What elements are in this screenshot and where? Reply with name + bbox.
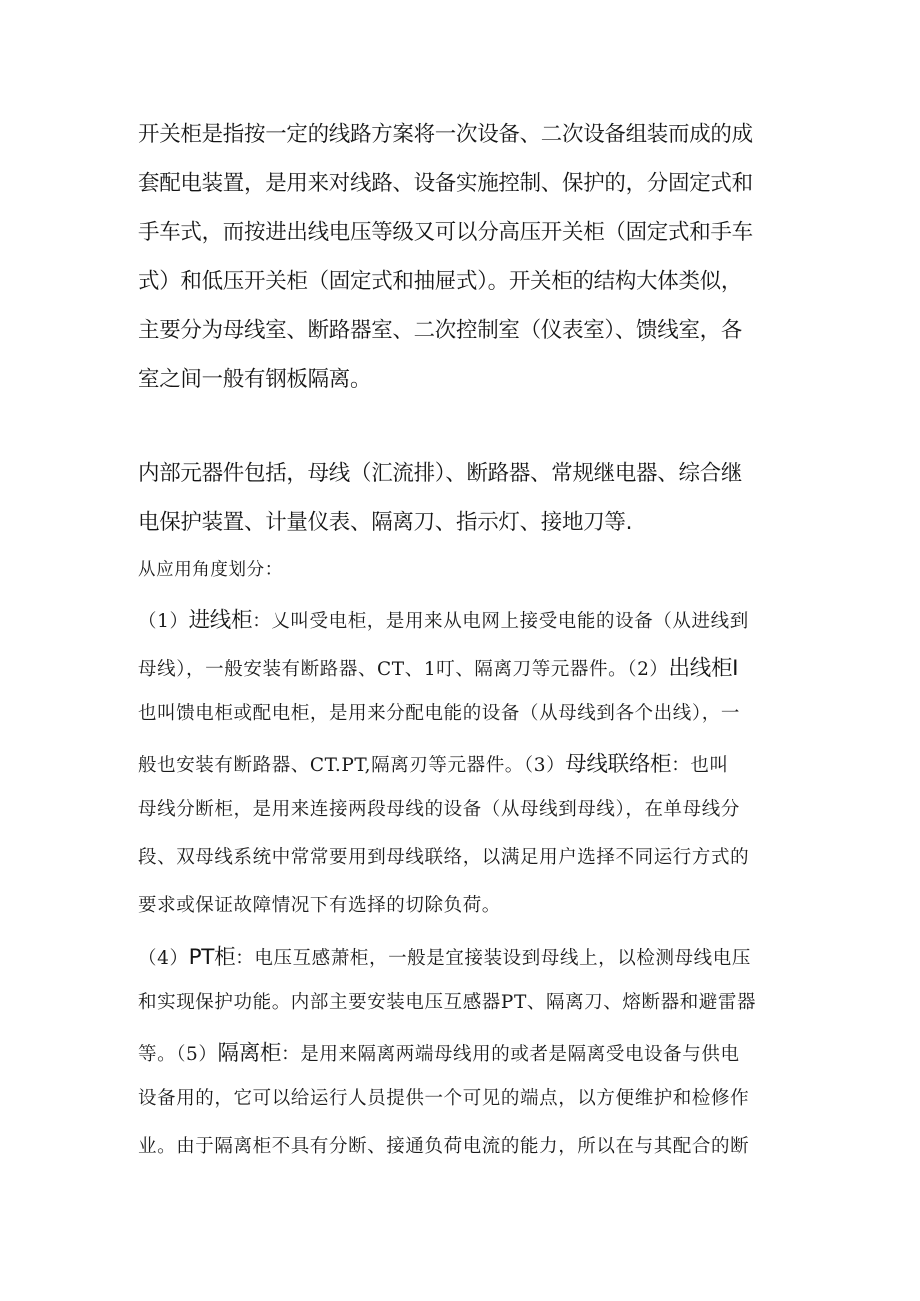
item1-rest: ：乂叫受电柜，是用来从电网上接受电能的设备（从进线到 [252, 611, 749, 632]
item4-name: PT柜 [188, 945, 236, 970]
item1-line2-text: 母线），一般安装有断路器、CT、1叮、隔离刀等元器件。（2） [138, 659, 669, 680]
item5-rest: ：是用来隔离两端母线用的或者是隔离受电设备与供电 [281, 1044, 740, 1065]
item2-line4-text: 般也安装有断路器、CT.PT,隔离刃等元器件。（3） [138, 755, 566, 776]
item1-line-2 [138, 651, 738, 682]
item4-prefix: （4） [138, 948, 189, 969]
item2-line-2 [138, 747, 729, 778]
item3-line-1: 母线分断柜，是用来连接两段母线的设备（从母线到母线），在单母线分 [138, 799, 740, 820]
item4-line-1 [138, 940, 751, 971]
item4-line-3 [138, 1036, 740, 1067]
item3-line-2: 段、双母线系统中常常要用到母线联络，以满足用户选择不同运行方式的 [138, 847, 750, 868]
item2-line4-rest: ：也叫 [671, 755, 729, 776]
item4-line-2: 和实现保护功能。内部主要安装电压互感器PT、隔离刀、熔断器和避雷器 [138, 992, 757, 1013]
p1-line-1: 开关柜是指按一定的线路方案将一次设备、二次设备组装而成的成 [138, 122, 753, 147]
item3-name: 母线联络柜 [565, 752, 672, 777]
item4-line-4: 设备用的，它可以给运行人员提供一个可见的端点，以方便维护和检修作 [138, 1088, 750, 1109]
item2-line-1: 也叫馈电柜或配电柜，是用来分配电能的设备（从母线到各个出线），一 [138, 703, 740, 724]
p1-line-5: 主要分为母线室、断路器室、二次控制室（仪表室）、馈线室，各 [138, 318, 743, 343]
item3-line-3: 要求或保证故障情况下有选择的切除负荷。 [138, 895, 501, 916]
p1-line-6: 室之间一般有钢板隔离。 [138, 367, 372, 392]
p2-line-2: 电保护装置、计量仪表、隔离刀、指示灯、接地刀等. [138, 510, 633, 535]
p1-line-3: 手车式，而按进出线电压等级又可以分高压开关柜（固定式和手车 [138, 220, 753, 245]
p2-line-1: 内部元器件包括，母线（汇流排）、断路器、常规继电器、综合继 [138, 461, 743, 486]
p1-line-2: 套配电装置，是用来对线路、设备实施控制、保护的，分固定式和 [138, 171, 753, 196]
division-title: 从应用角度划分： [138, 560, 283, 580]
item4-rest: ：电压互感萧柜，一般是宜接装设到母线上，以检测母线电压 [235, 948, 751, 969]
item1-name: 进线柜 [188, 608, 253, 633]
item1-prefix: （1） [138, 611, 189, 632]
item5-name: 隔离柜 [217, 1041, 282, 1066]
item2-name: 出线柜I [668, 656, 739, 681]
item5-prefix: 等。（5） [138, 1044, 218, 1065]
p1-line-4: 式）和低压开关柜（固定式和抽屉式）。开关柜的结构大体类似， [138, 269, 743, 294]
item1-line-1 [138, 603, 749, 634]
item4-line-5: 业。由于隔离柜不具有分断、接通负荷电流的能力，所以在与其配合的断 [138, 1136, 750, 1157]
